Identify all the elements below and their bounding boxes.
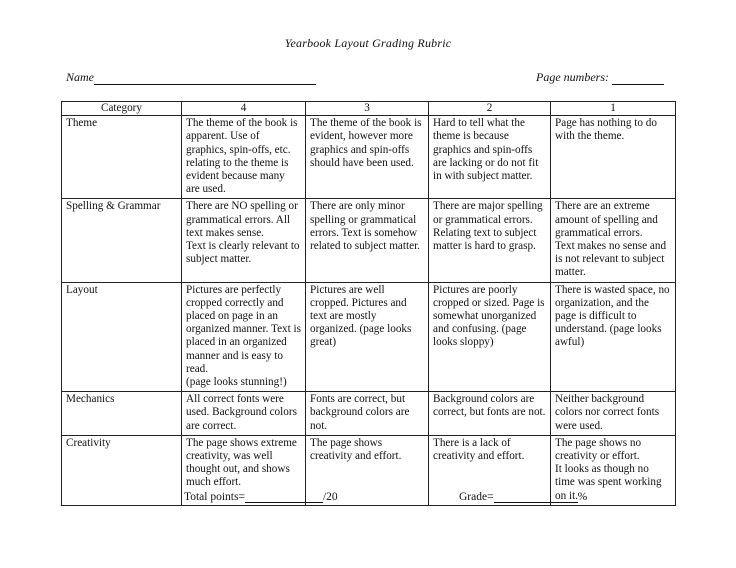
page-numbers-label: Page numbers: [536,70,609,84]
page-numbers-field [536,70,664,85]
score-4-cell: The page shows extreme creativity, was well thought out, and shows much effort. [182,435,306,505]
column-header-category: Category [62,102,182,116]
score-3-cell: Pictures are well cropped. Pictures and text are mostly organized. (page looks great) [306,282,429,392]
grade-label: Grade= [459,491,494,503]
score-4-cell: Pictures are perfectly cropped correctly and placed on page in an organized manner. Text is placed in an organized manner and is easy to read. (page looks stunning!) [182,282,306,392]
score-1-cell: The page shows no creativity or effort. It looks as though no time was spent working on it. [551,435,676,505]
category-cell: Spelling & Grammar [62,199,182,282]
page-title: Yearbook Layout Grading Rubric [284,36,452,50]
category-cell: Theme [62,116,182,199]
score-2-cell: Hard to tell what the theme is because graphics and spin-offs are lacking or do not fit in with subject matter. [429,116,551,199]
total-points-suffix: /20 [322,491,338,503]
score-1-cell: There is wasted space, no organization, and the page is difficult to understand. (page looks awful) [551,282,676,392]
score-4-cell: The theme of the book is apparent. Use of graphics, spin-offs, etc. relating to the theme is evident because many are used. [182,116,306,199]
score-2-cell: There are major spelling or grammatical errors. Relating text to subject matter is hard to grasp. [429,199,551,282]
score-2-cell: There is a lack of creativity and effort. [429,435,551,505]
page-numbers-blank-line [612,72,664,85]
score-3-cell: There are only minor spelling or grammatical errors. Text is somehow related to subject matter. [306,199,429,282]
score-4-cell: All correct fonts were used. Background colors are correct. [182,392,306,436]
score-4-cell: There are NO spelling or grammatical errors. All text makes sense. Text is clearly relevant to subject matter. [182,199,306,282]
table-row-spelling-grammar [62,199,676,282]
score-3-cell: Fonts are correct, but background colors are not. [306,392,429,436]
score-3-cell: The theme of the book is evident, however more graphics and spin-offs should have been used. [306,116,429,199]
score-1-cell: There are an extreme amount of spelling and grammatical errors. Text makes no sense and is not relevant to subject matter. [551,199,676,282]
total-points-blank-line [245,491,323,503]
score-3-cell: The page shows creativity and effort. [306,435,429,505]
table-row-mechanics [62,392,676,436]
column-header-4: 4 [182,102,306,116]
grade-blank-line [494,491,578,503]
table-header-row [62,102,676,116]
score-1-cell: Neither background colors nor correct fonts were used. [551,392,676,436]
name-field [66,70,316,85]
rubric-table [61,101,676,506]
category-cell: Layout [62,282,182,392]
table-row-layout [62,282,676,392]
name-blank-line [94,72,316,85]
score-1-cell: Page has nothing to do with the theme. [551,116,676,199]
grade-suffix: % [577,491,588,503]
column-header-1: 1 [551,102,676,116]
column-header-2: 2 [429,102,551,116]
grade-field [459,491,587,503]
category-cell: Mechanics [62,392,182,436]
total-points-label: Total points= [184,491,245,503]
score-2-cell: Pictures are poorly cropped or sized. Page is somewhat unorganized and confusing. (page looks sloppy) [429,282,551,392]
category-cell: Creativity [62,435,182,505]
name-label: Name [66,70,94,84]
column-header-3: 3 [306,102,429,116]
table-row-theme [62,116,676,199]
total-points-field [184,491,338,503]
score-2-cell: Background colors are correct, but fonts are not. [429,392,551,436]
